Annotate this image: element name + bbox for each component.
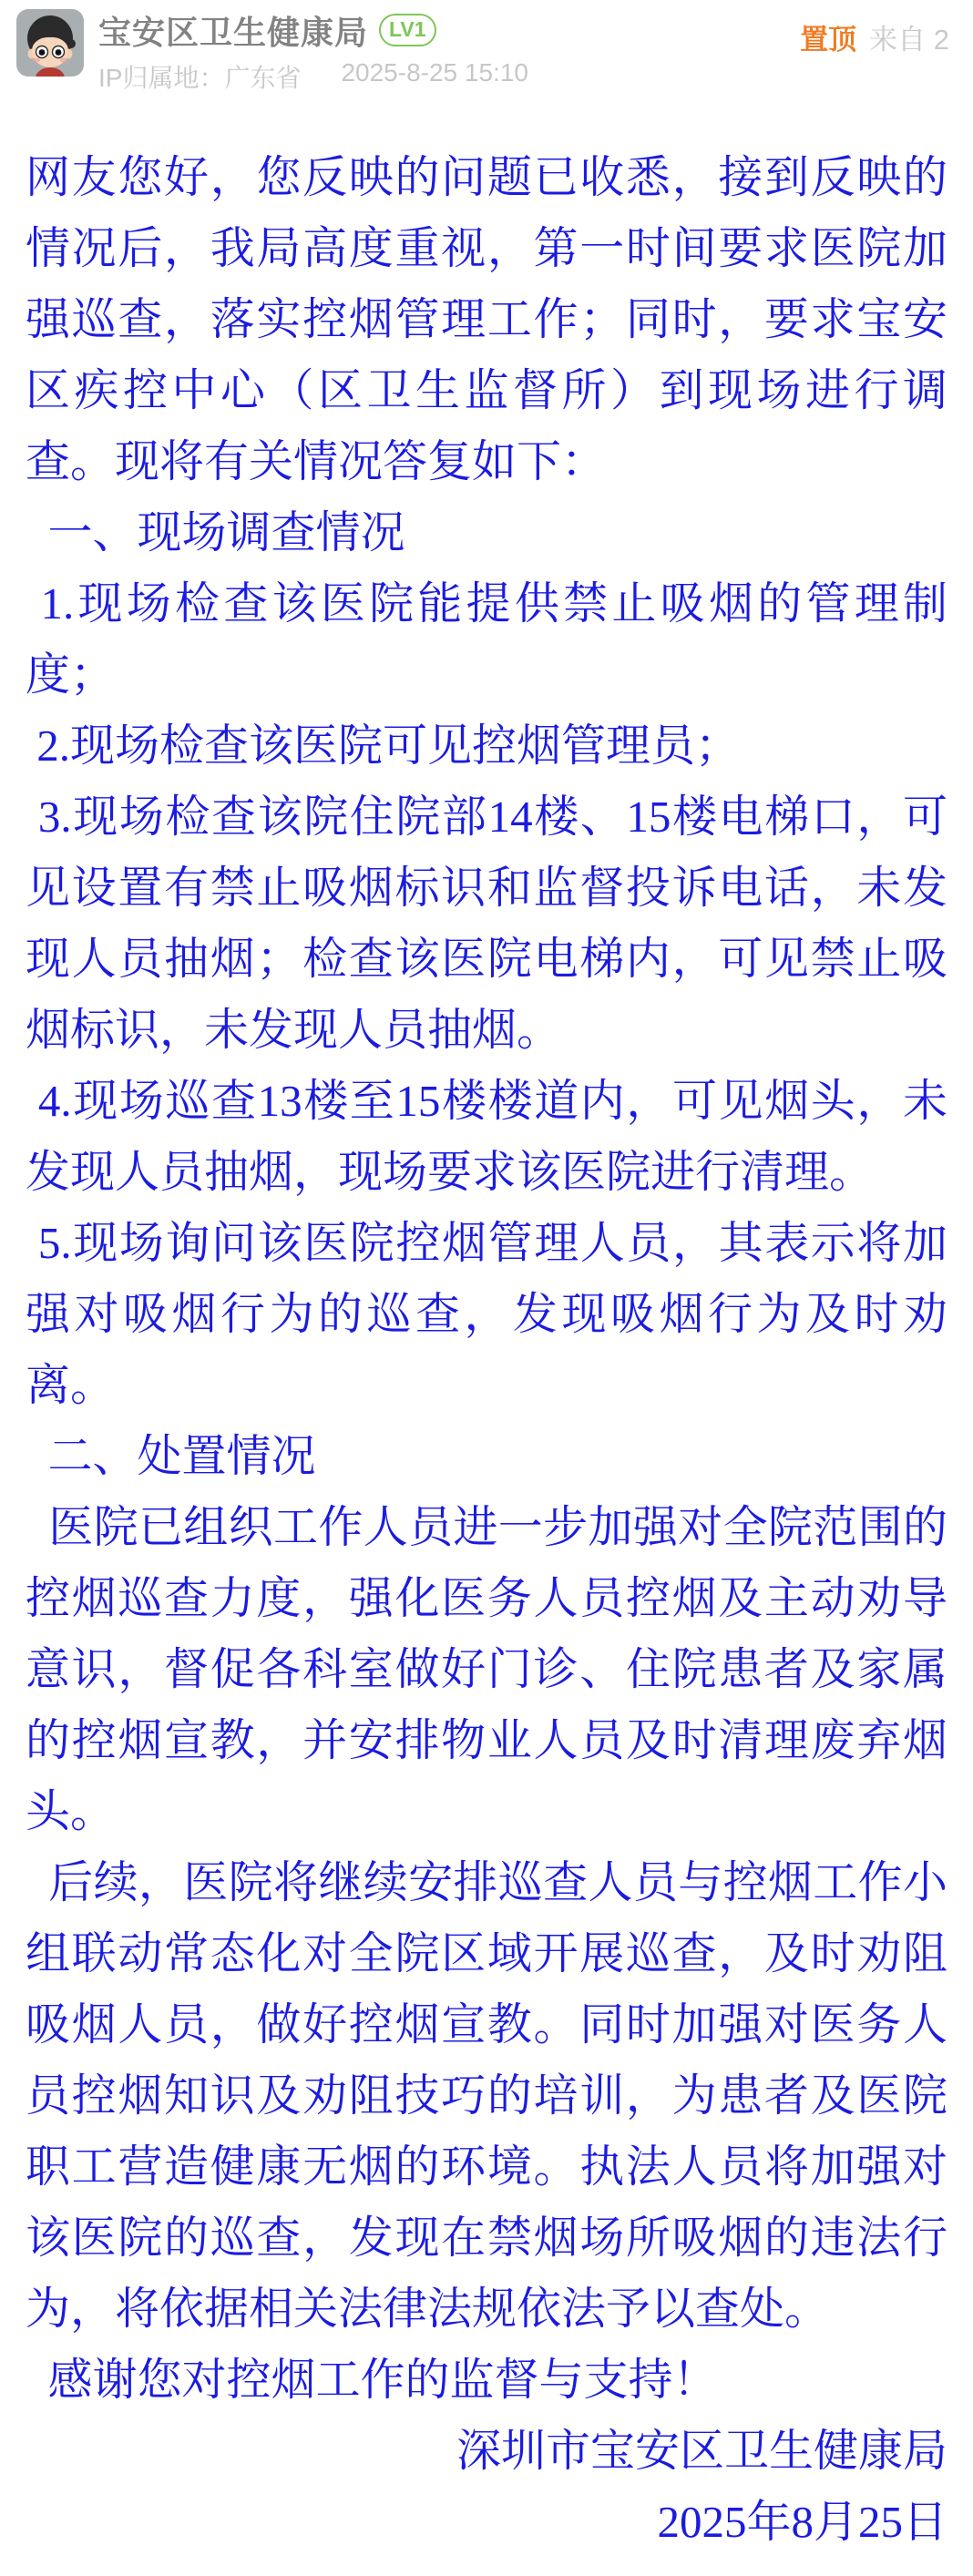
paragraph: 3.现场检查该院住院部14楼、15楼电梯口，可见设置有禁止吸烟标识和监督投诉电话，未发现人员抽烟；检查该医院电梯内，可见禁止吸烟标识，未发现人员抽烟。	[26, 792, 947, 1055]
paragraph: 后续，医院将继续安排巡查人员与控烟工作小组联动常态化对全院区域开展巡查，及时劝阻吸烟人员，做好控烟宣教。同时加强对医务人员控烟知识及劝阻技巧的培训，为患者及医院职工营造健康无烟的环境。执法人员将加强对该医院的巡查，发现在禁烟场所吸烟的违法行为，将依据相关法律法规依法予以查处。	[26, 1857, 947, 2334]
cartoon-person-avatar-image	[16, 9, 84, 77]
signature-block	[26, 2416, 947, 2558]
avatar[interactable]	[16, 9, 84, 77]
paragraph: 5.现场询问该医院控烟管理人员，其表示将加强对吸烟行为的巡查，发现吸烟行为及时劝离。	[26, 1218, 947, 1410]
paragraph: 一、现场调查情况	[26, 507, 405, 557]
ip-location: IP归属地：广东省	[98, 64, 302, 92]
paragraph: 医院已组织工作人员进一步加强对全院范围的控烟巡查力度，强化医务人员控烟及主动劝导意识，督促各科室做好门诊、住院患者及家属的控烟宣教，并安排物业人员及时清理废弃烟头。	[26, 1502, 947, 1836]
paragraph: 网友您好，您反映的问题已收悉，接到反映的情况后，我局高度重视，第一时间要求医院加强巡查，落实控烟管理工作；同时，要求宝安区疾控中心（区卫生监督所）到现场进行调查。现将有关情况答复如下：	[26, 152, 947, 486]
pinned-badge: 置顶	[800, 24, 857, 56]
paragraph: 1.现场检查该医院能提供禁止吸烟的管理制度；	[26, 578, 947, 700]
paragraph: 4.现场巡查13楼至15楼楼道内，可见烟头，未发现人员抽烟，现场要求该医院进行清理。	[26, 1076, 947, 1197]
identity-block	[98, 9, 800, 95]
source-link[interactable]: 来自 2	[869, 24, 949, 56]
level-badge: LV1	[379, 14, 435, 46]
account-name[interactable]: 宝安区卫生健康局	[98, 13, 369, 51]
post-body	[0, 142, 973, 2558]
paragraph: 感谢您对控烟工作的监督与支持！	[26, 2355, 718, 2405]
paragraph: 2.现场检查该医院可见控烟管理员；	[26, 721, 741, 771]
post-meta	[98, 58, 800, 95]
post-header	[0, 0, 973, 95]
paragraph: 二、处置情况	[26, 1431, 316, 1481]
header-corner	[800, 9, 949, 57]
timestamp: 2025-8-25 15:10	[341, 58, 528, 87]
signature-date: 2025年8月25日	[657, 2497, 947, 2547]
signature-org: 深圳市宝安区卫生健康局	[456, 2426, 947, 2476]
